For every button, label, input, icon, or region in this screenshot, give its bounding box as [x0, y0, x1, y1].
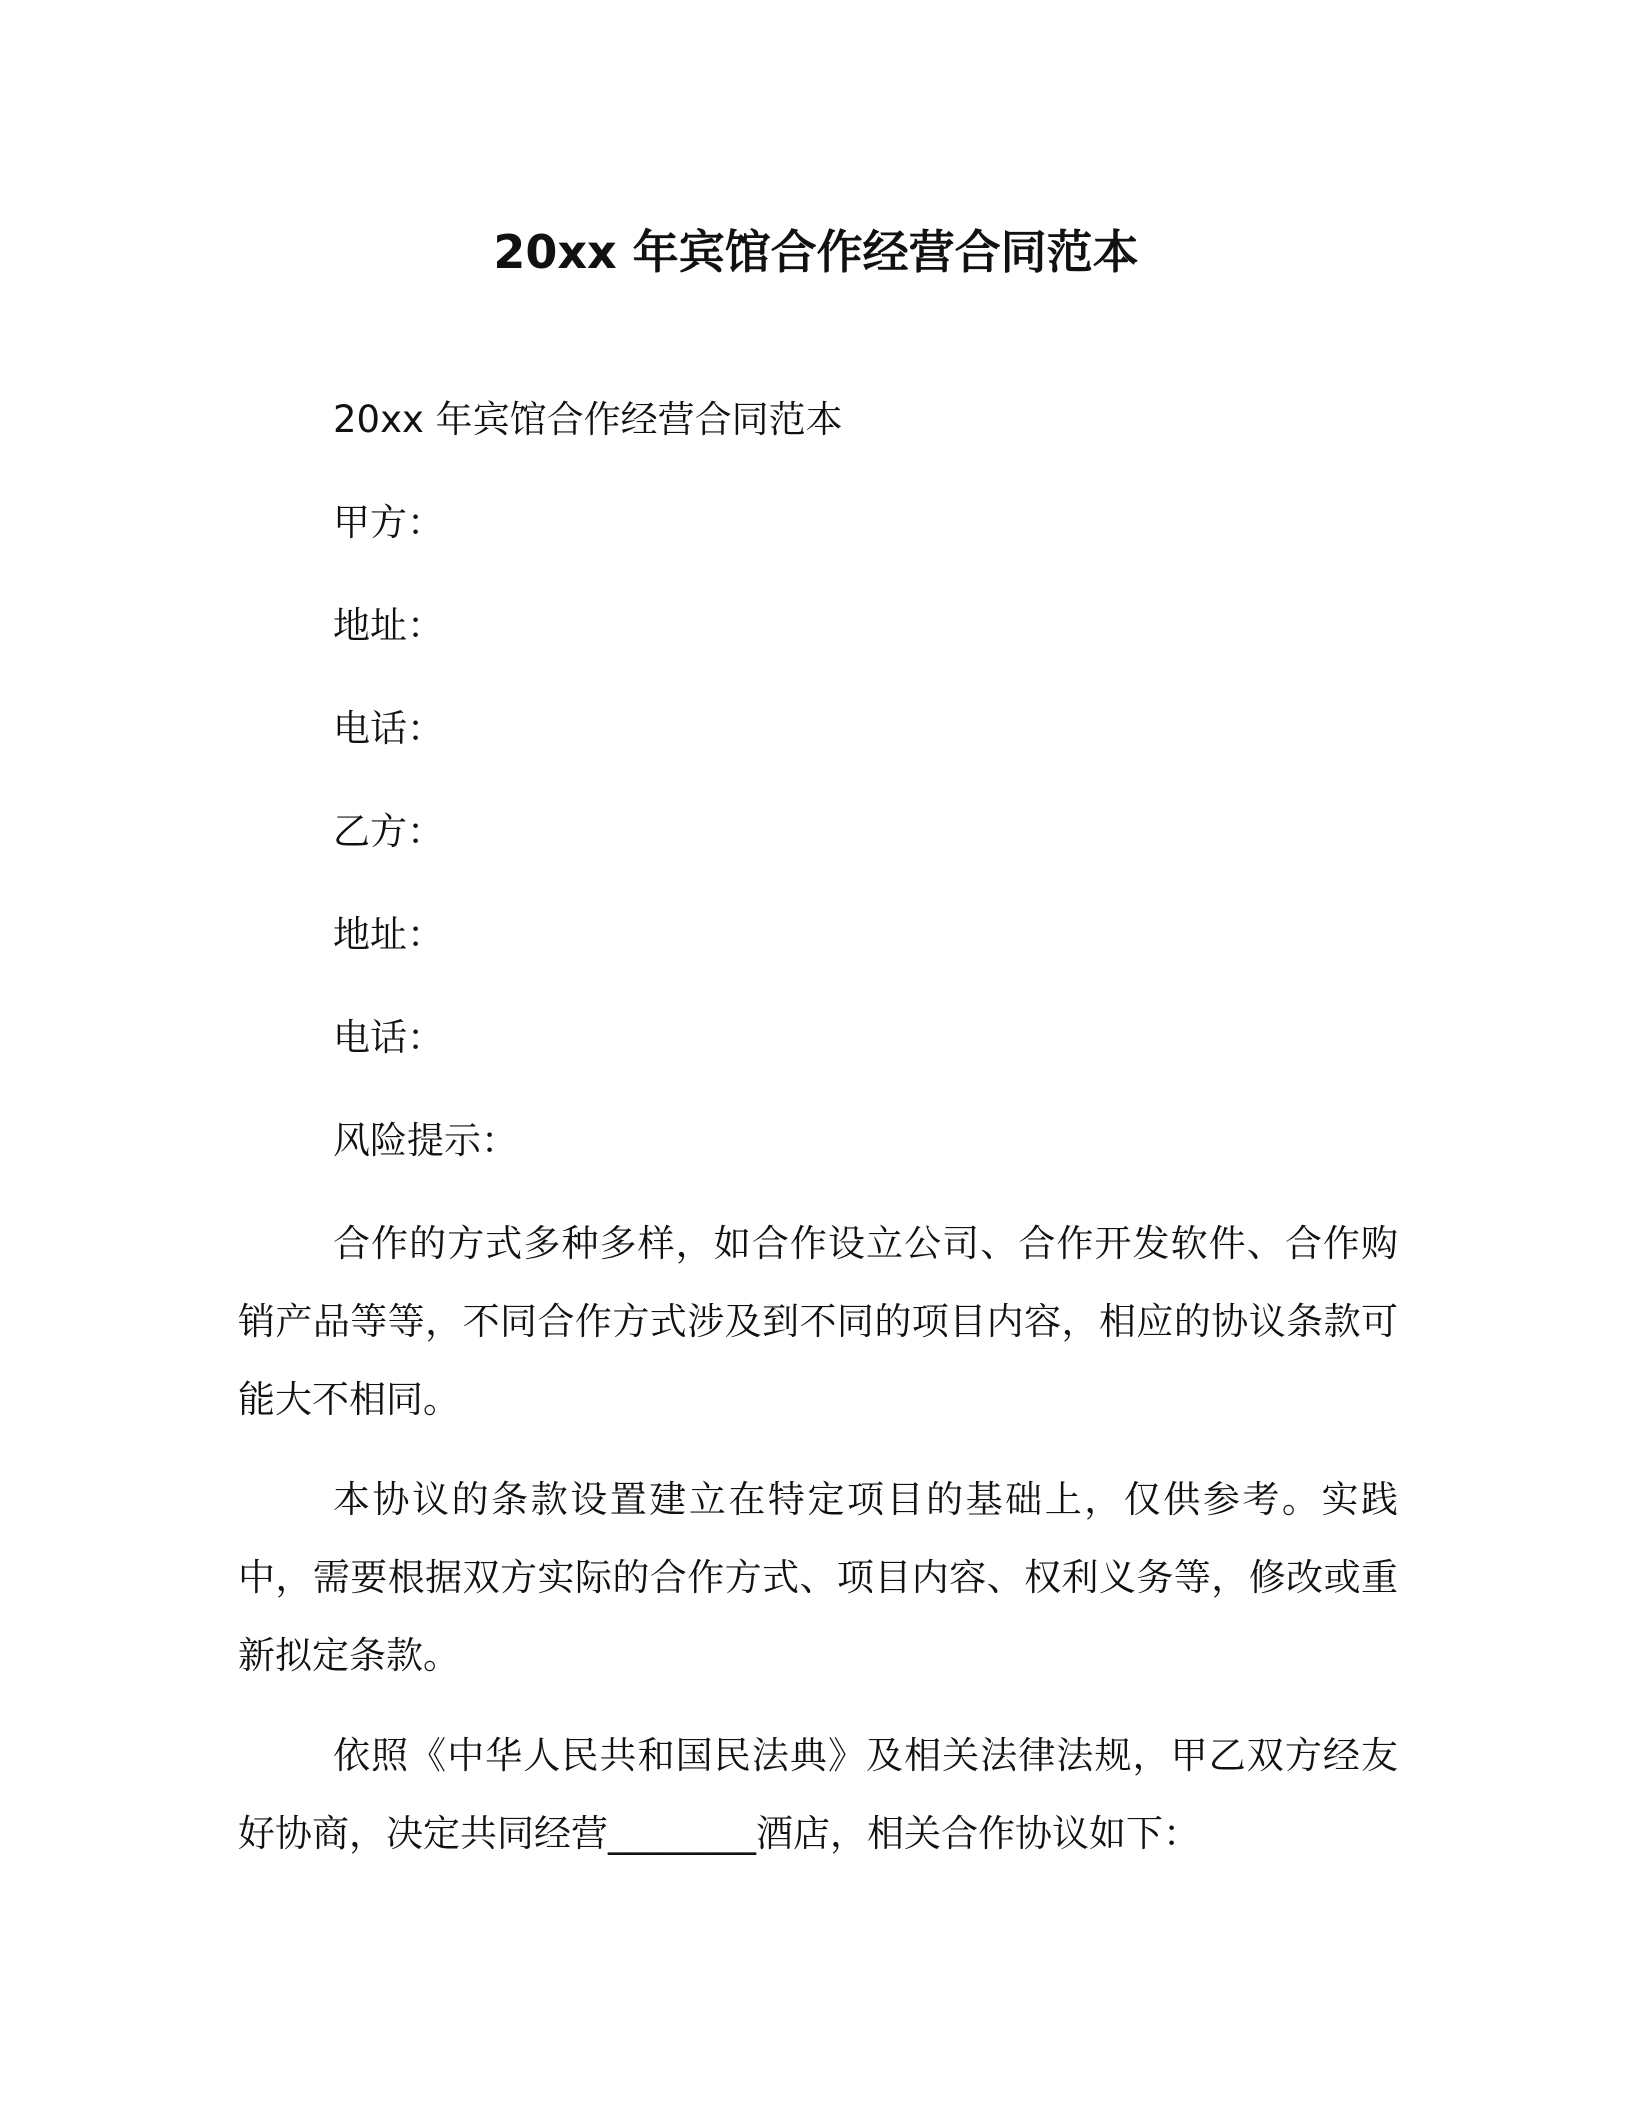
party-a-label: 甲方：: [333, 501, 444, 544]
paragraph-cooperation-methods: 合作的方式多种多样，如合作设立公司、合作开发软件、合作购销产品等等，不同合作方式涉及到不同的项目内容，相应的协议条款可能大不相同。: [238, 1222, 1398, 1421]
paragraph-legal-basis: 依照《中华人民共和国民法典》及相关法律法规，甲乙双方经友好协商，决定共同经营________酒店，相关合作协议如下：: [238, 1734, 1398, 1855]
party-b-address-label: 地址：: [333, 913, 444, 956]
paragraph-clause-reference: 本协议的条款设置建立在特定项目的基础上，仅供参考。实践中，需要根据双方实际的合作方式、项目内容、权利义务等，修改或重新拟定条款。: [238, 1478, 1398, 1677]
party-a-phone-label: 电话：: [333, 707, 444, 750]
document-subtitle: 20xx 年宾馆合作经营合同范本: [333, 398, 843, 441]
risk-heading: 风险提示：: [333, 1119, 518, 1162]
document-title: 20xx 年宾馆合作经营合同范本: [493, 225, 1139, 279]
party-a-address-label: 地址：: [333, 604, 444, 647]
party-b-phone-label: 电话：: [333, 1016, 444, 1059]
party-b-label: 乙方：: [333, 810, 444, 853]
